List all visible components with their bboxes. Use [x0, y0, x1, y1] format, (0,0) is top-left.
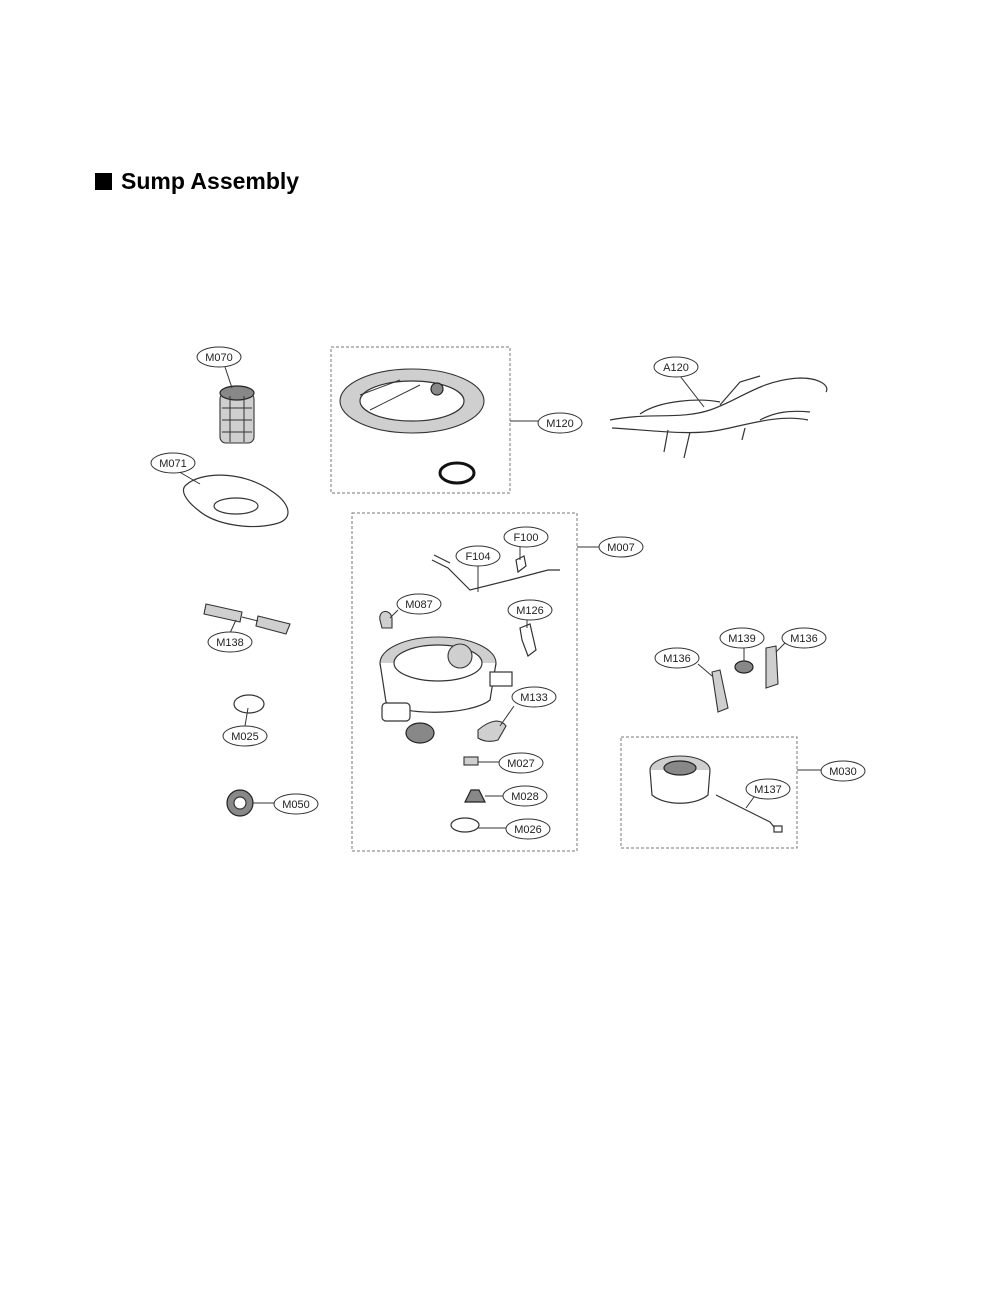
- callout-m026: [506, 819, 550, 839]
- svg-text:M133: M133: [520, 692, 548, 704]
- callout-m027: [499, 753, 543, 773]
- callout-m071: [151, 453, 195, 473]
- filter-part: [220, 386, 254, 443]
- callout-m138: [208, 632, 252, 652]
- callout-m028: [503, 786, 547, 806]
- svg-text:M087: M087: [405, 599, 433, 611]
- callout-m070: [197, 347, 241, 367]
- svg-text:M007: M007: [607, 542, 635, 554]
- callout-m030: [821, 761, 865, 781]
- svg-text:M138: M138: [216, 637, 244, 649]
- callout-m136-right: [782, 628, 826, 648]
- svg-text:M139: M139: [728, 633, 756, 645]
- pump-motor-part-m030: [650, 756, 710, 803]
- gasket-part: [183, 475, 288, 526]
- svg-text:M070: M070: [205, 352, 233, 364]
- cap-part-m026: [451, 818, 479, 832]
- sensor-part-m027: [464, 757, 478, 765]
- callout-m025: [223, 726, 267, 746]
- svg-text:M028: M028: [511, 791, 539, 803]
- svg-text:M136: M136: [790, 633, 818, 645]
- callout-m133: [512, 687, 556, 707]
- svg-text:M030: M030: [829, 766, 857, 778]
- svg-text:M026: M026: [514, 824, 542, 836]
- motor-part-m050: [227, 790, 253, 816]
- callout-m007: [599, 537, 643, 557]
- callout-m126: [508, 600, 552, 620]
- bracket-part-m136-left: [712, 670, 728, 712]
- callout-m137: [746, 779, 790, 799]
- clamp-part-m126: [520, 624, 536, 656]
- bracket-part: [516, 556, 526, 572]
- callout-f100: [504, 527, 548, 547]
- svg-text:M025: M025: [231, 731, 259, 743]
- grommet-part-m139: [735, 661, 753, 673]
- filter-plate-part: [340, 369, 484, 483]
- svg-text:F104: F104: [465, 551, 491, 563]
- svg-text:M120: M120: [546, 418, 574, 430]
- callout-f104: [456, 546, 500, 566]
- svg-text:M137: M137: [754, 784, 782, 796]
- callout-m120: [538, 413, 582, 433]
- o-ring-part: [440, 463, 474, 483]
- bracket-part-m136-right: [766, 646, 778, 688]
- callout-m050: [274, 794, 318, 814]
- callout-m139: [720, 628, 764, 648]
- page-title: Sump Assembly: [121, 168, 300, 194]
- svg-text:M136: M136: [663, 653, 691, 665]
- wire-harness-part: [610, 376, 827, 458]
- hose-part-m138: [204, 604, 290, 634]
- callout-m087: [397, 594, 441, 614]
- svg-text:M027: M027: [507, 758, 535, 770]
- svg-text:A120: A120: [663, 362, 689, 374]
- wire-part-m137: [716, 795, 782, 832]
- seal-part-m025: [234, 695, 264, 713]
- callout-m136-left: [655, 648, 699, 668]
- svg-text:F100: F100: [513, 532, 539, 544]
- svg-text:M050: M050: [282, 799, 310, 811]
- clip-part-m087: [380, 611, 392, 628]
- svg-text:M126: M126: [516, 605, 544, 617]
- valve-part-m028: [465, 790, 485, 802]
- svg-text:M071: M071: [159, 458, 187, 470]
- callout-a120: [654, 357, 698, 377]
